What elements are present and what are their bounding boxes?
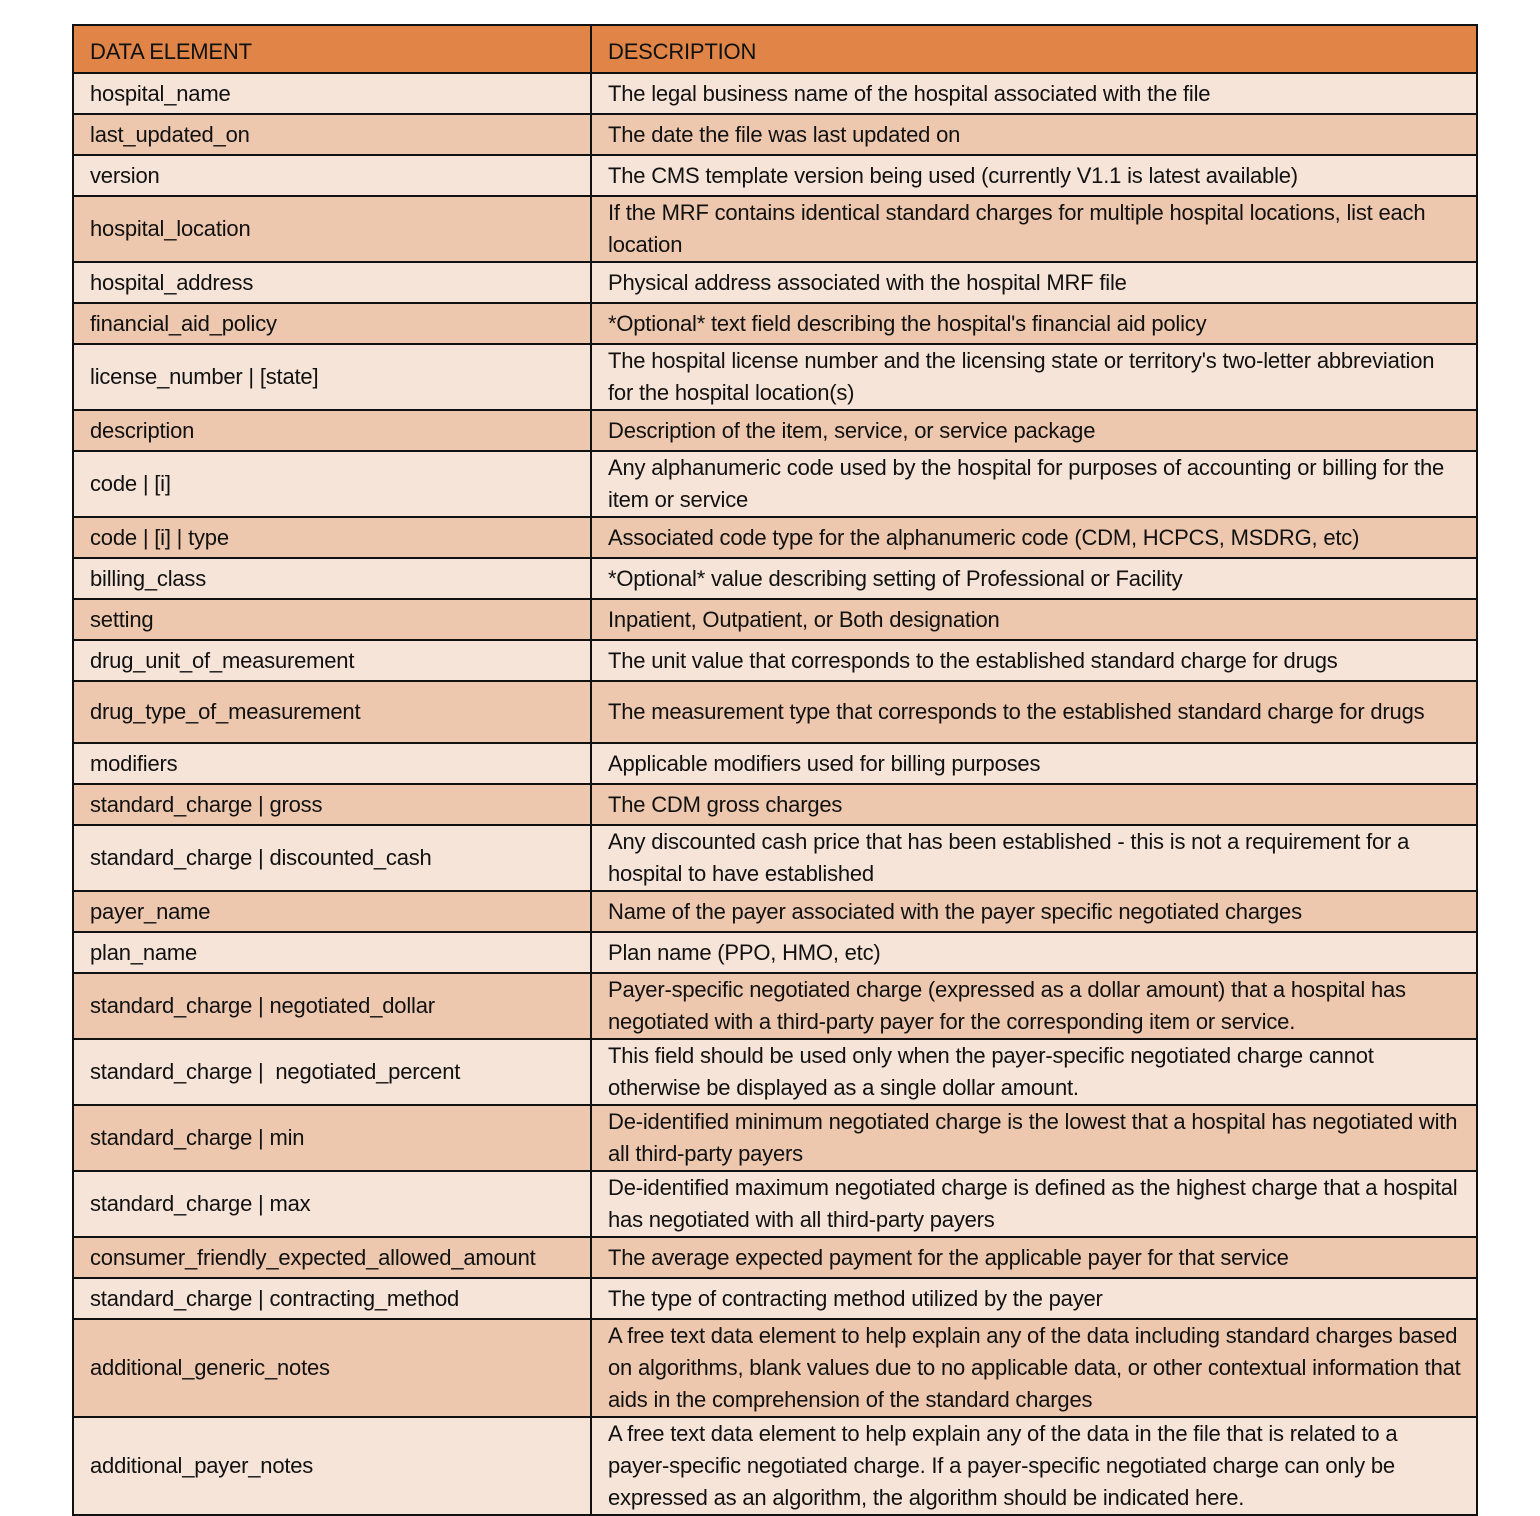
table-row [73, 640, 1477, 681]
table-row [73, 1237, 1477, 1278]
description-cell: Physical address associated with the hospital MRF file [591, 262, 1477, 303]
data-element-cell: payer_name [73, 891, 591, 932]
data-element-cell: drug_unit_of_measurement [73, 640, 591, 681]
table-row [73, 196, 1477, 262]
table-row [73, 303, 1477, 344]
description-cell: De-identified maximum negotiated charge is defined as the highest charge that a hospital has negotiated with all third-party payers [591, 1171, 1477, 1237]
description-cell: The measurement type that corresponds to the established standard charge for drugs [591, 681, 1477, 743]
description-cell: Associated code type for the alphanumeric code (CDM, HCPCS, MSDRG, etc) [591, 517, 1477, 558]
table-row [73, 73, 1477, 114]
data-element-cell: drug_type_of_measurement [73, 681, 591, 743]
description-cell: De-identified minimum negotiated charge is the lowest that a hospital has negotiated with all third-party payers [591, 1105, 1477, 1171]
data-element-cell: standard_charge | negotiated_percent [73, 1039, 591, 1105]
description-cell: The CMS template version being used (currently V1.1 is latest available) [591, 155, 1477, 196]
data-element-cell: modifiers [73, 743, 591, 784]
table-row [73, 1417, 1477, 1515]
description-cell: Description of the item, service, or service package [591, 410, 1477, 451]
table-row [73, 344, 1477, 410]
description-cell: *Optional* value describing setting of Professional or Facility [591, 558, 1477, 599]
description-cell: The unit value that corresponds to the established standard charge for drugs [591, 640, 1477, 681]
column-header-data-element: DATA ELEMENT [73, 25, 591, 73]
description-cell: Payer-specific negotiated charge (expressed as a dollar amount) that a hospital has negotiated with a third-party payer for the corresponding item or service. [591, 973, 1477, 1039]
data-element-cell: standard_charge | discounted_cash [73, 825, 591, 891]
data-element-cell: billing_class [73, 558, 591, 599]
data-element-cell: standard_charge | min [73, 1105, 591, 1171]
description-cell: A free text data element to help explain any of the data in the file that is related to a payer-specific negotiated charge. If a payer-specific negotiated charge can only be expressed as an algorithm, the algorithm should be indicated here. [591, 1417, 1477, 1515]
description-cell: If the MRF contains identical standard charges for multiple hospital locations, list each location [591, 196, 1477, 262]
description-cell: Plan name (PPO, HMO, etc) [591, 932, 1477, 973]
table-row [73, 1039, 1477, 1105]
data-element-cell: consumer_friendly_expected_allowed_amount [73, 1237, 591, 1278]
description-cell: Any discounted cash price that has been established - this is not a requirement for a hospital to have established [591, 825, 1477, 891]
description-cell: The date the file was last updated on [591, 114, 1477, 155]
description-cell: The legal business name of the hospital associated with the file [591, 73, 1477, 114]
data-element-cell: hospital_name [73, 73, 591, 114]
data-element-cell: setting [73, 599, 591, 640]
table-row [73, 410, 1477, 451]
description-cell: The type of contracting method utilized by the payer [591, 1278, 1477, 1319]
data-element-cell: hospital_address [73, 262, 591, 303]
table-row [73, 114, 1477, 155]
description-cell: Any alphanumeric code used by the hospital for purposes of accounting or billing for the item or service [591, 451, 1477, 517]
description-cell: The average expected payment for the applicable payer for that service [591, 1237, 1477, 1278]
table-row [73, 599, 1477, 640]
table-row [73, 262, 1477, 303]
data-element-cell: code | [i] | type [73, 517, 591, 558]
data-element-cell: financial_aid_policy [73, 303, 591, 344]
description-cell: The CDM gross charges [591, 784, 1477, 825]
data-element-cell: standard_charge | negotiated_dollar [73, 973, 591, 1039]
data-element-cell: license_number | [state] [73, 344, 591, 410]
table-row [73, 1319, 1477, 1417]
table-row [73, 681, 1477, 743]
data-element-cell: code | [i] [73, 451, 591, 517]
description-cell: Applicable modifiers used for billing purposes [591, 743, 1477, 784]
table-header-row [73, 25, 1477, 73]
data-element-cell: additional_generic_notes [73, 1319, 591, 1417]
table-row [73, 1278, 1477, 1319]
data-element-cell: standard_charge | gross [73, 784, 591, 825]
table-row [73, 825, 1477, 891]
data-element-cell: version [73, 155, 591, 196]
table-row [73, 891, 1477, 932]
data-element-cell: additional_payer_notes [73, 1417, 591, 1515]
table-row [73, 784, 1477, 825]
description-cell: A free text data element to help explain any of the data including standard charges based on algorithms, blank values due to no applicable data, or other contextual information that aids in the comprehension of the standard charges [591, 1319, 1477, 1417]
table-row [73, 451, 1477, 517]
data-element-cell: hospital_location [73, 196, 591, 262]
description-cell: *Optional* text field describing the hospital's financial aid policy [591, 303, 1477, 344]
data-element-cell: standard_charge | contracting_method [73, 1278, 591, 1319]
table-row [73, 1105, 1477, 1171]
data-element-cell: plan_name [73, 932, 591, 973]
description-cell: The hospital license number and the licensing state or territory's two-letter abbreviation for the hospital location(s) [591, 344, 1477, 410]
table-row [73, 558, 1477, 599]
description-cell: This field should be used only when the payer-specific negotiated charge cannot otherwise be displayed as a single dollar amount. [591, 1039, 1477, 1105]
description-cell: Inpatient, Outpatient, or Both designation [591, 599, 1477, 640]
table-row [73, 743, 1477, 784]
table-row [73, 932, 1477, 973]
table-row [73, 973, 1477, 1039]
data-element-cell: standard_charge | max [73, 1171, 591, 1237]
table-row [73, 155, 1477, 196]
table-row [73, 1171, 1477, 1237]
data-element-table [72, 24, 1478, 1516]
table-row [73, 517, 1477, 558]
column-header-description: DESCRIPTION [591, 25, 1477, 73]
data-element-cell: description [73, 410, 591, 451]
data-element-cell: last_updated_on [73, 114, 591, 155]
description-cell: Name of the payer associated with the payer specific negotiated charges [591, 891, 1477, 932]
